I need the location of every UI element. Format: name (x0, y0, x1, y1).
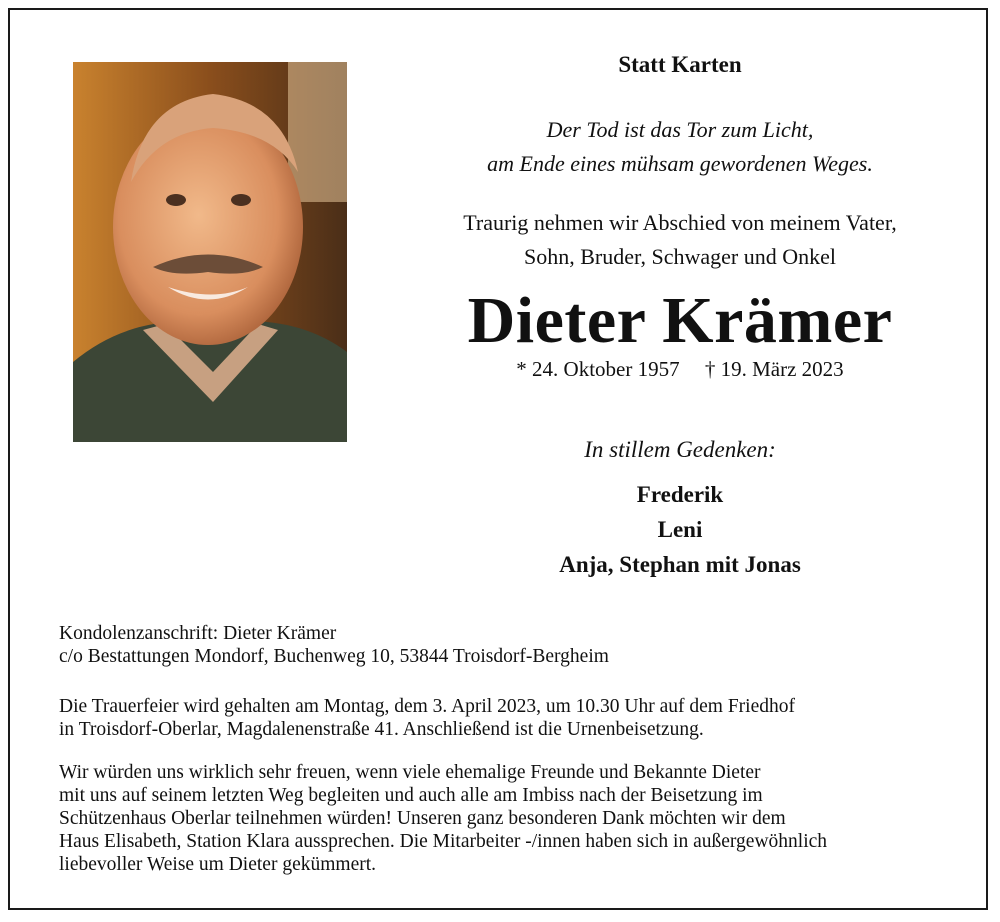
mourner-name: Anja, Stephan mit Jonas (559, 552, 801, 577)
intro-line: Traurig nehmen wir Abschied von meinem Vater, (463, 210, 897, 235)
farewell-intro (380, 206, 980, 274)
memory-line: In stillem Gedenken: (584, 437, 776, 462)
thanks-line: mit uns auf seinem letzten Weg begleiten und auch alle am Imbiss nach der Beisetzung im (59, 785, 763, 806)
quote-line: Der Tod ist das Tor zum Licht, (546, 117, 814, 142)
thanks-line: Haus Elisabeth, Station Klara aussprechen. Die Mitarbeiter -/innen haben sich in außergewöhnlich (59, 831, 828, 852)
ceremony-line: Die Trauerfeier wird gehalten am Montag, dem 3. April 2023, um 10.30 Uhr auf dem Friedhof (59, 696, 795, 717)
portrait-photo (73, 62, 347, 442)
ceremony-line: in Troisdorf-Oberlar, Magdalenenstraße 41. Anschließend ist die Urnenbeisetzung. (59, 719, 704, 740)
notice-heading: Statt Karten (618, 52, 742, 77)
thanks-line: Wir würden uns wirklich sehr freuen, wenn viele ehemalige Freunde und Bekannte Dieter (59, 762, 761, 783)
mourners-list (380, 477, 980, 582)
condolence-line: c/o Bestattungen Mondorf, Buchenweg 10, 53844 Troisdorf-Bergheim (59, 646, 609, 667)
quote-line: am Ende eines mühsam gewordenen Weges. (487, 151, 873, 176)
mourner-name: Leni (657, 517, 703, 542)
mourner-name: Frederik (636, 482, 724, 507)
death-date: † 19. März 2023 (704, 357, 844, 381)
condolence-address (59, 622, 943, 668)
deceased-name: Dieter Krämer (467, 284, 893, 357)
birth-date: * 24. Oktober 1957 (516, 357, 680, 381)
ceremony-info (59, 695, 943, 741)
memorial-quote (380, 113, 980, 181)
intro-line: Sohn, Bruder, Schwager und Onkel (524, 244, 836, 269)
thanks-line: Schützenhaus Oberlar teilnehmen würden! Unseren ganz besonderen Dank möchten wir dem (59, 808, 786, 829)
thanks-paragraph (59, 761, 943, 876)
life-dates (380, 357, 980, 382)
thanks-line: liebevoller Weise um Dieter gekümmert. (59, 854, 377, 875)
condolence-line: Kondolenzanschrift: Dieter Krämer (59, 623, 337, 644)
